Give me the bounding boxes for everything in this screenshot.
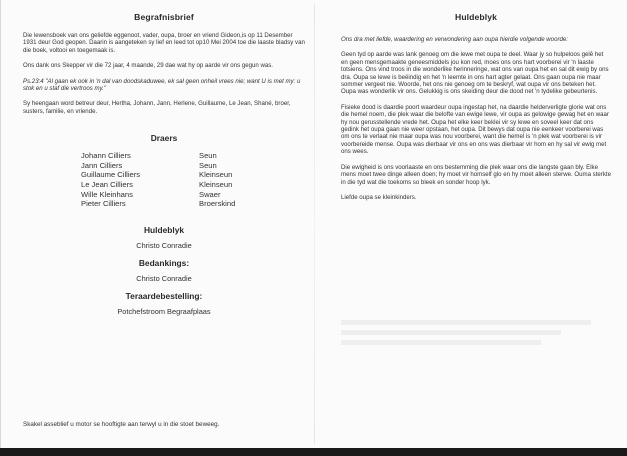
tribute-closing: Liefde oupa se kleinkinders. <box>341 193 417 201</box>
mourners-paragraph: Sy heengaan word betreur deur, Hertha, Johann, Jann, Herlene, Guillaume, Le Jean, Shané, broer, susters, familie, en vriende. <box>23 100 291 115</box>
bearer-row <box>81 190 305 200</box>
bearer-name: Johann Cilliers <box>81 151 131 161</box>
fold-line <box>314 4 315 444</box>
bearer-name: Guillaume Cilliers <box>81 170 141 180</box>
life-book-paragraph: Die lewensboek van ons geliefde eggenoot, vader, oupa, broer en vriend Gideon,is op 11 Desember 1931 deur God geopen. Daarin is aangeteken sy lief en leed tot op10 Mei 2004 toe die laaste bladsy van die boek, voltooi en toegemaak is. <box>23 32 305 54</box>
left-page <box>23 12 305 316</box>
bearer-row <box>81 151 305 161</box>
bearer-relation: Kleinseun <box>199 170 233 180</box>
bearer-name: Jann Cilliers <box>81 160 123 170</box>
bearer-name: Pieter Cilliers <box>81 199 126 209</box>
bearer-relation: Seun <box>199 160 217 170</box>
bearer-relation: Broerskind <box>199 199 236 209</box>
tribute-intro: Ons dra met liefde, waardering en verwondering aan oupa hierdie volgende woorde: <box>341 36 568 43</box>
scan-bottom-edge <box>0 448 627 456</box>
bearer-name: Le Jean Cilliers <box>81 180 133 190</box>
thanks-speaker: Christo Conradie <box>136 273 192 283</box>
bearer-name: Wille Kleinhans <box>81 189 133 199</box>
tribute-speaker: Christo Conradie <box>136 240 192 250</box>
bearer-row <box>81 199 305 209</box>
psalm-quote: Ps.23:4 "Al gaan ek ook in 'n dal van doodskaduwee, ek sal geen onheil vrees nie; want U is met my: u stok en u staf die vertroos my." <box>23 77 301 93</box>
bearer-relation: Swaer <box>199 189 221 199</box>
bearer-row <box>81 170 305 180</box>
tribute-paragraph-2: Fisieke dood is daardie poort waardeur oupa ingestap het, na daardie helderverligte glorie wat ons die hemel noem, die plek waar die belofte van ewige lewe, vir oupa as gelowige gewag het en waar hy nou gerusstellende vrede het. Oupa het elke keer beklei vir sy lewe en soveel keer dat ons gedink het oupa gaan nie weer opstaan, het oupa. Dit bewys dat oupa nie eenkeer voorberei was om ons te verlaat nie maar oupa was nou voorberei, want die hemel is 'n plek wat voorberei is vir voorbereide mense. Oupa was dierbaar vir ons en ons was dierbaar vir hom en hy sal vir ewig met ons wees. <box>341 103 609 156</box>
burial-place: Potchefstroom Begraafplaas <box>117 306 211 316</box>
bearers-title: Draers <box>150 133 178 144</box>
show-through-shadow <box>341 320 591 325</box>
bearers-list <box>81 151 305 209</box>
bearer-relation: Seun <box>199 151 217 161</box>
bearer-row <box>81 161 305 171</box>
funeral-letter-title: Begrafnisbrief <box>134 12 194 22</box>
show-through-shadow <box>341 330 561 335</box>
tribute-paragraph-3: Die ewigheid is ons voorlaaste en ons bestemming die plek waar ons die langste gaan bly. Elke mens moet twee dinge alleen doen; hy moet vir homself glo en hy moet alleen sterwe. Ouma sterkte in die tyd wat die toekoms so bleek en sonder hoop lyk. <box>341 163 611 186</box>
thanks-section-title: Bedankings: <box>138 257 190 268</box>
bearer-relation: Kleinseun <box>199 180 233 190</box>
bearer-row <box>81 180 305 190</box>
headlights-note: Skakel asseblief u motor se hooftigte aan terwyl u in die stoet beweeg. <box>23 421 220 428</box>
burial-section-title: Teraardebestelling: <box>125 290 203 301</box>
show-through-shadow <box>341 340 541 345</box>
tribute-title: Huldeblyk <box>455 12 497 22</box>
thanks-paragraph: Ons dank ons Skepper vir die 72 jaar, 4 maande, 29 dae wat hy op aarde vir ons gegun was. <box>23 62 273 70</box>
right-page <box>341 12 611 209</box>
tribute-section-title: Huldeblyk <box>143 224 185 235</box>
tribute-paragraph-1: Geen tyd op aarde was lank genoeg om die lewe met oupa te deel. Waar jy so hulpeloos gelê het en geen mensgemaakte geneesmiddels jou kon red, moes ons ons hart voorberei vir 'n laaste totsiens. Ons vind troos in die wonderlike herinneringe, wat ons van oupa het en sal dit ewig by ons dra. Oupa se lewe is beëindig en het 'n leemte in ons hart agter gelaat. Ons gaan oupa nie maar sommer vergeet nie. Woorde, het ons nie genoeg om te beskryf, wat oupa vir ons beteken het. Oupa was wonderlik vir ons. Gelukkig is ons skeiding deur die dood net 'n tydelike gebeurtenis. <box>341 51 609 96</box>
